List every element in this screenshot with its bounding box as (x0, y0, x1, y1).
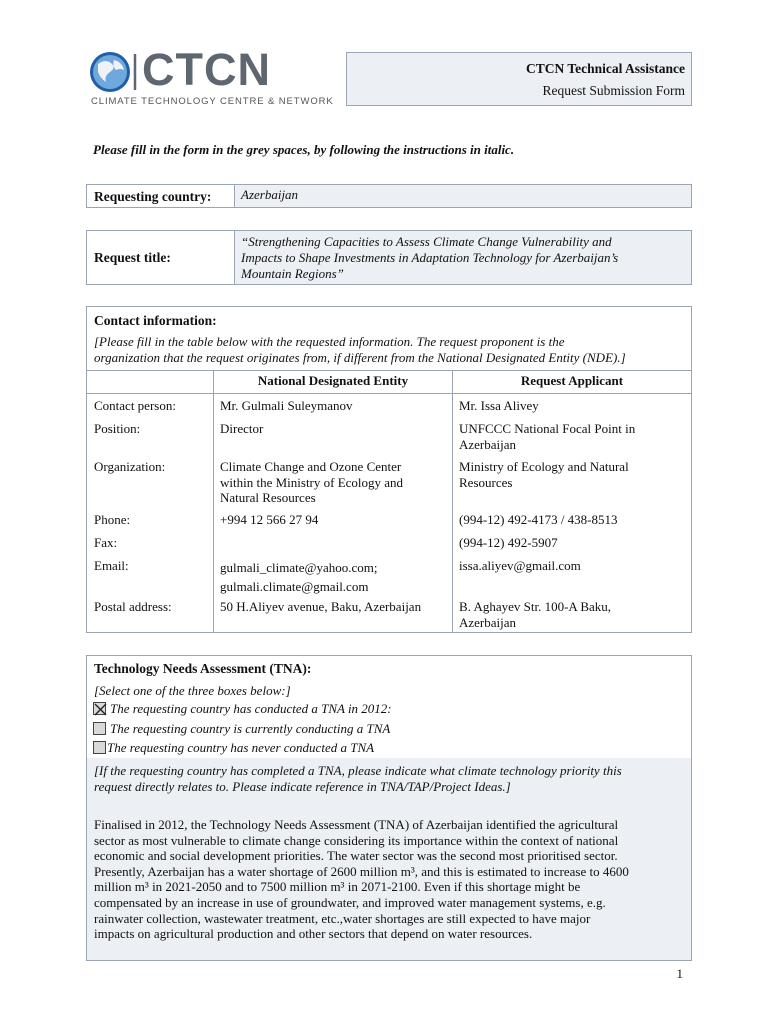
nde-postal-address[interactable]: 50 H.Aliyev avenue, Baku, Azerbaijan (220, 599, 422, 614)
checked-checkbox-icon[interactable] (93, 702, 106, 715)
row-label-phone: Phone: (94, 512, 131, 527)
nde-email-line: gulmali_climate@yahoo.com; (220, 560, 378, 575)
tna-paragraph-line: economic and social development priorities. The water sector was the second most prioritised sector. (94, 848, 618, 864)
nde-position[interactable]: Director (220, 421, 264, 436)
tna-option-conducted[interactable] (93, 701, 392, 717)
request-title-label: Request title: (94, 250, 171, 265)
contact-title: Contact information: (94, 313, 217, 328)
tna-option-label: The requesting country has conducted a TNA in 2012: (110, 701, 392, 716)
unchecked-checkbox-icon[interactable] (93, 741, 106, 754)
tna-option-label: The requesting country has never conducted a TNA (107, 740, 375, 755)
nde-organization[interactable] (220, 459, 403, 506)
form-header-title: CTCN Technical Assistance (525, 61, 685, 76)
tna-option-never[interactable] (93, 740, 374, 756)
contact-note-line: [Please fill in the table below with the requested information. The request proponent is the (94, 334, 565, 349)
row-label-postal-address: Postal address: (94, 599, 172, 614)
row-label-contact-person: Contact person: (94, 398, 176, 413)
request-title-line: Mountain Regions” (241, 266, 344, 281)
applicant-email[interactable]: issa.aliyev@gmail.com (459, 558, 581, 573)
applicant-phone[interactable]: (994-12) 492-4173 / 438-8513 (459, 512, 618, 527)
form-header-subtitle: Request Submission Form (542, 83, 685, 98)
requesting-country-field[interactable] (234, 185, 691, 207)
tna-paragraph-line: million m³ in 2021-2050 and to 7500 million m³ in 2071-2100. Even if this shortage might be (94, 879, 581, 895)
contact-note-line: organization that the request originates from, if different from the National Designated Entity (NDE).] (94, 350, 626, 365)
row-label-fax: Fax: (94, 535, 118, 550)
unchecked-checkbox-icon[interactable] (93, 722, 106, 735)
tna-paragraph-line: Presently, Azerbaijan has a water shortage of 2600 million m³, and this is estimated to increase to 4600 (94, 863, 629, 879)
nde-email[interactable] (220, 558, 377, 596)
nde-phone[interactable]: +994 12 566 27 94 (220, 512, 319, 527)
nde-email-line: gulmali.climate@gmail.com (220, 579, 369, 594)
tna-instruction-line: [If the requesting country has completed a TNA, please indicate what climate technology priority this (94, 763, 622, 778)
request-title-row (86, 230, 692, 285)
requesting-country-label: Requesting country: (94, 189, 212, 204)
column-header-nde: National Designated Entity (257, 373, 409, 388)
tna-paragraph-line: rainwater collection, wastewater treatment, etc.,water shortages are still expected to have major (94, 910, 591, 926)
applicant-postal-line: B. Aghayev Str. 100-A Baku, (459, 599, 612, 614)
request-title-line: Impacts to Shape Investments in Adaptation Technology for Azerbaijan’s (241, 250, 619, 265)
tna-paragraph-line: compensated by an increase in use of groundwater, and improved water management systems, e.g. (94, 894, 606, 910)
contact-note (94, 334, 681, 366)
logo-subtitle: CLIMATE TECHNOLOGY CENTRE & NETWORK (91, 96, 334, 107)
row-label-email: Email: (94, 558, 129, 573)
page-number: 1 (676, 966, 683, 981)
tna-option-conducting[interactable] (93, 721, 390, 737)
tna-section (86, 655, 692, 961)
applicant-contact-person[interactable]: Mr. Issa Alivey (459, 398, 539, 413)
tna-paragraph-line: impacts on agricultural production and other sectors that depend on water resources. (94, 926, 533, 942)
applicant-postal-line: Azerbaijan (459, 614, 517, 630)
tna-select-note: [Select one of the three boxes below:] (94, 683, 291, 698)
applicant-fax[interactable]: (994-12) 492-5907 (459, 535, 558, 550)
tna-instruction-line: request directly relates to. Please indicate reference in TNA/TAP/Project Ideas.] (94, 779, 511, 794)
nde-organization-line: Natural Resources (220, 490, 316, 505)
nde-contact-person[interactable]: Mr. Gulmali Suleymanov (220, 398, 353, 413)
request-title-field[interactable] (234, 231, 691, 284)
tna-title: Technology Needs Assessment (TNA): (94, 661, 312, 676)
applicant-organization[interactable] (459, 459, 629, 490)
tna-paragraph (94, 817, 684, 942)
column-header-applicant: Request Applicant (520, 373, 624, 388)
form-instruction: Please fill in the form in the grey spaces, by following the instructions in italic. (93, 142, 515, 157)
requesting-country-value: Azerbaijan (241, 187, 299, 202)
tna-paragraph-line: Finalised in 2012, the Technology Needs Assessment (TNA) of Azerbaijan identified the agricultural (94, 817, 619, 832)
tna-option-label: The requesting country is currently conducting a TNA (110, 721, 391, 736)
tna-instruction (94, 763, 683, 795)
applicant-position-line: UNFCCC National Focal Point in (459, 421, 636, 436)
row-label-position: Position: (94, 421, 141, 436)
nde-organization-line: Climate Change and Ozone Center (220, 459, 402, 474)
tna-paragraph-line: sector as most vulnerable to climate change considering its importance within the context of national (94, 832, 619, 848)
logo-wordmark: CTCN (142, 44, 271, 95)
applicant-position-line: Azerbaijan (459, 436, 517, 452)
nde-organization-line: within the Ministry of Ecology and (220, 474, 404, 490)
applicant-position[interactable] (459, 421, 635, 452)
contact-information-section (86, 306, 692, 633)
applicant-organization-line: Resources (459, 474, 513, 490)
request-title-line: “Strengthening Capacities to Assess Climate Change Vulnerability and (241, 234, 612, 249)
row-label-organization: Organization: (94, 459, 166, 474)
applicant-organization-line: Ministry of Ecology and Natural (459, 459, 629, 474)
form-header-box (346, 52, 692, 106)
requesting-country-row (86, 184, 692, 208)
applicant-postal-address[interactable] (459, 599, 611, 630)
